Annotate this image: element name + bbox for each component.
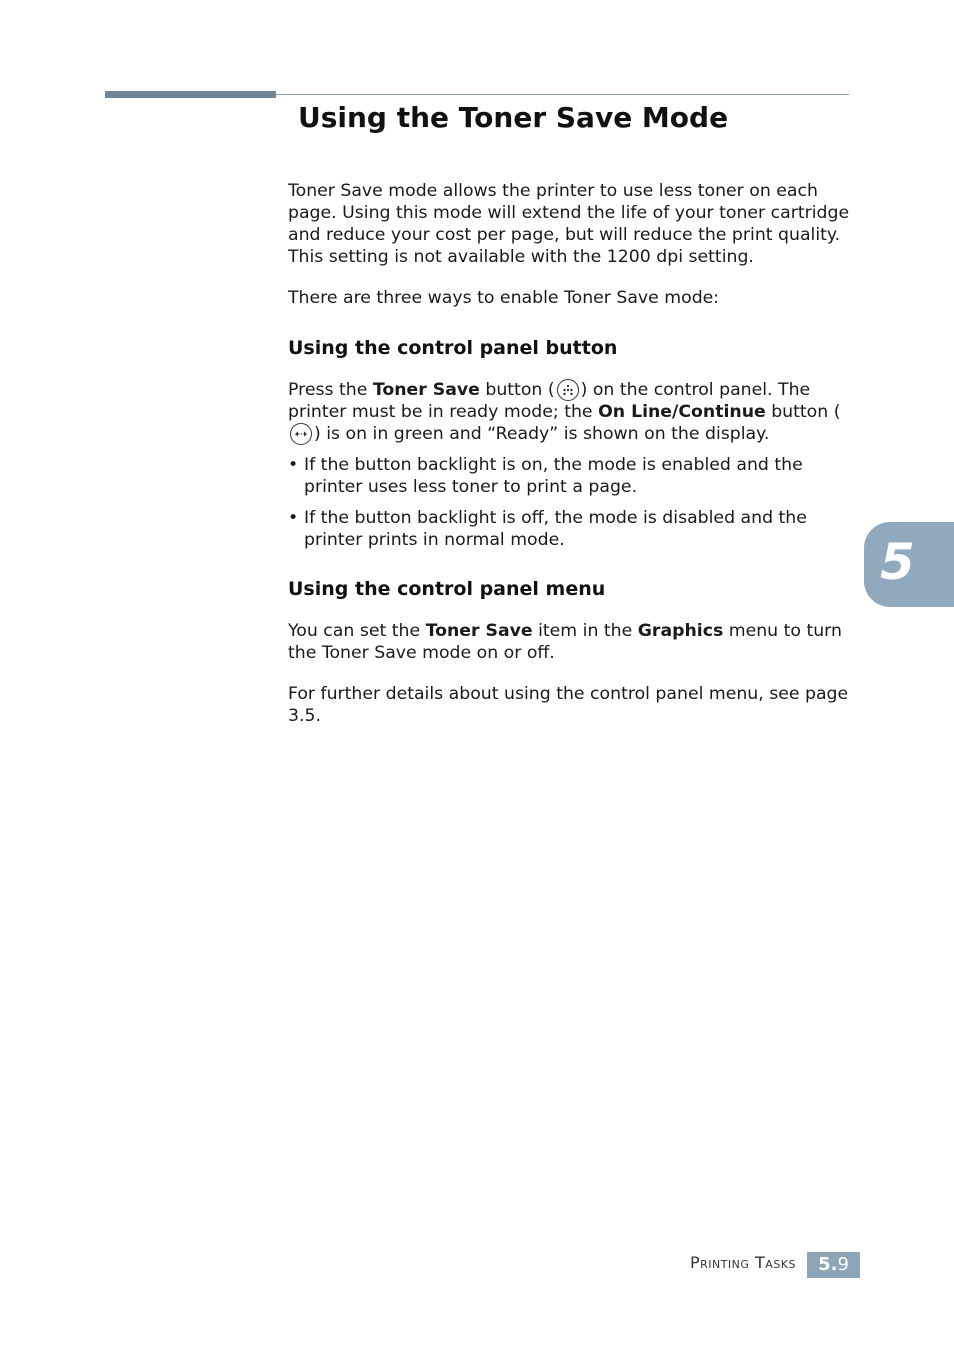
ways-paragraph: There are three ways to enable Toner Save mode: [288,288,720,308]
chapter-tab-number: 5 [880,533,915,591]
header-rule-thick [105,91,276,98]
section-heading-control-panel-button: Using the control panel button [288,337,618,359]
further-details-paragraph: For further details about using the control panel menu, see page 3.5. [288,684,849,726]
intro-paragraph: Toner Save mode allows the printer to use less toner on each page. Using this mode will extend the life of your toner cartridge and reduce your cost per page, but will reduce the print quality. This setting is not available with the 1200 dpi setting. [288,181,850,267]
section-heading-control-panel-menu: Using the control panel menu [288,578,606,600]
list-item: • If the button backlight is off, the mode is disabled and the printer prints in normal mode. [288,508,807,550]
control-panel-button-paragraph: Press the Toner Save button ( ) on the control panel. The printer must be in ready mode; the On Line/Continue button ( ) is on in green and “Ready” is shown on the display. [288,380,841,444]
footer-section-label: Printing Tasks [689,1253,796,1272]
page-title: Using the Toner Save Mode [298,101,729,134]
header-rule-thin [276,94,849,95]
online-continue-icon [290,423,312,445]
list-item: • If the button backlight is on, the mode is enabled and the printer uses less toner to print a page. [288,455,803,497]
page-number [807,1252,860,1278]
page-number-value: 9 [837,1254,849,1275]
control-panel-menu-paragraph: You can set the Toner Save item in the Graphics menu to turn the Toner Save mode on or off. [288,621,842,663]
page-content [288,180,858,727]
page-number-chapter: 5. [818,1254,838,1275]
toner-save-icon [557,379,579,401]
